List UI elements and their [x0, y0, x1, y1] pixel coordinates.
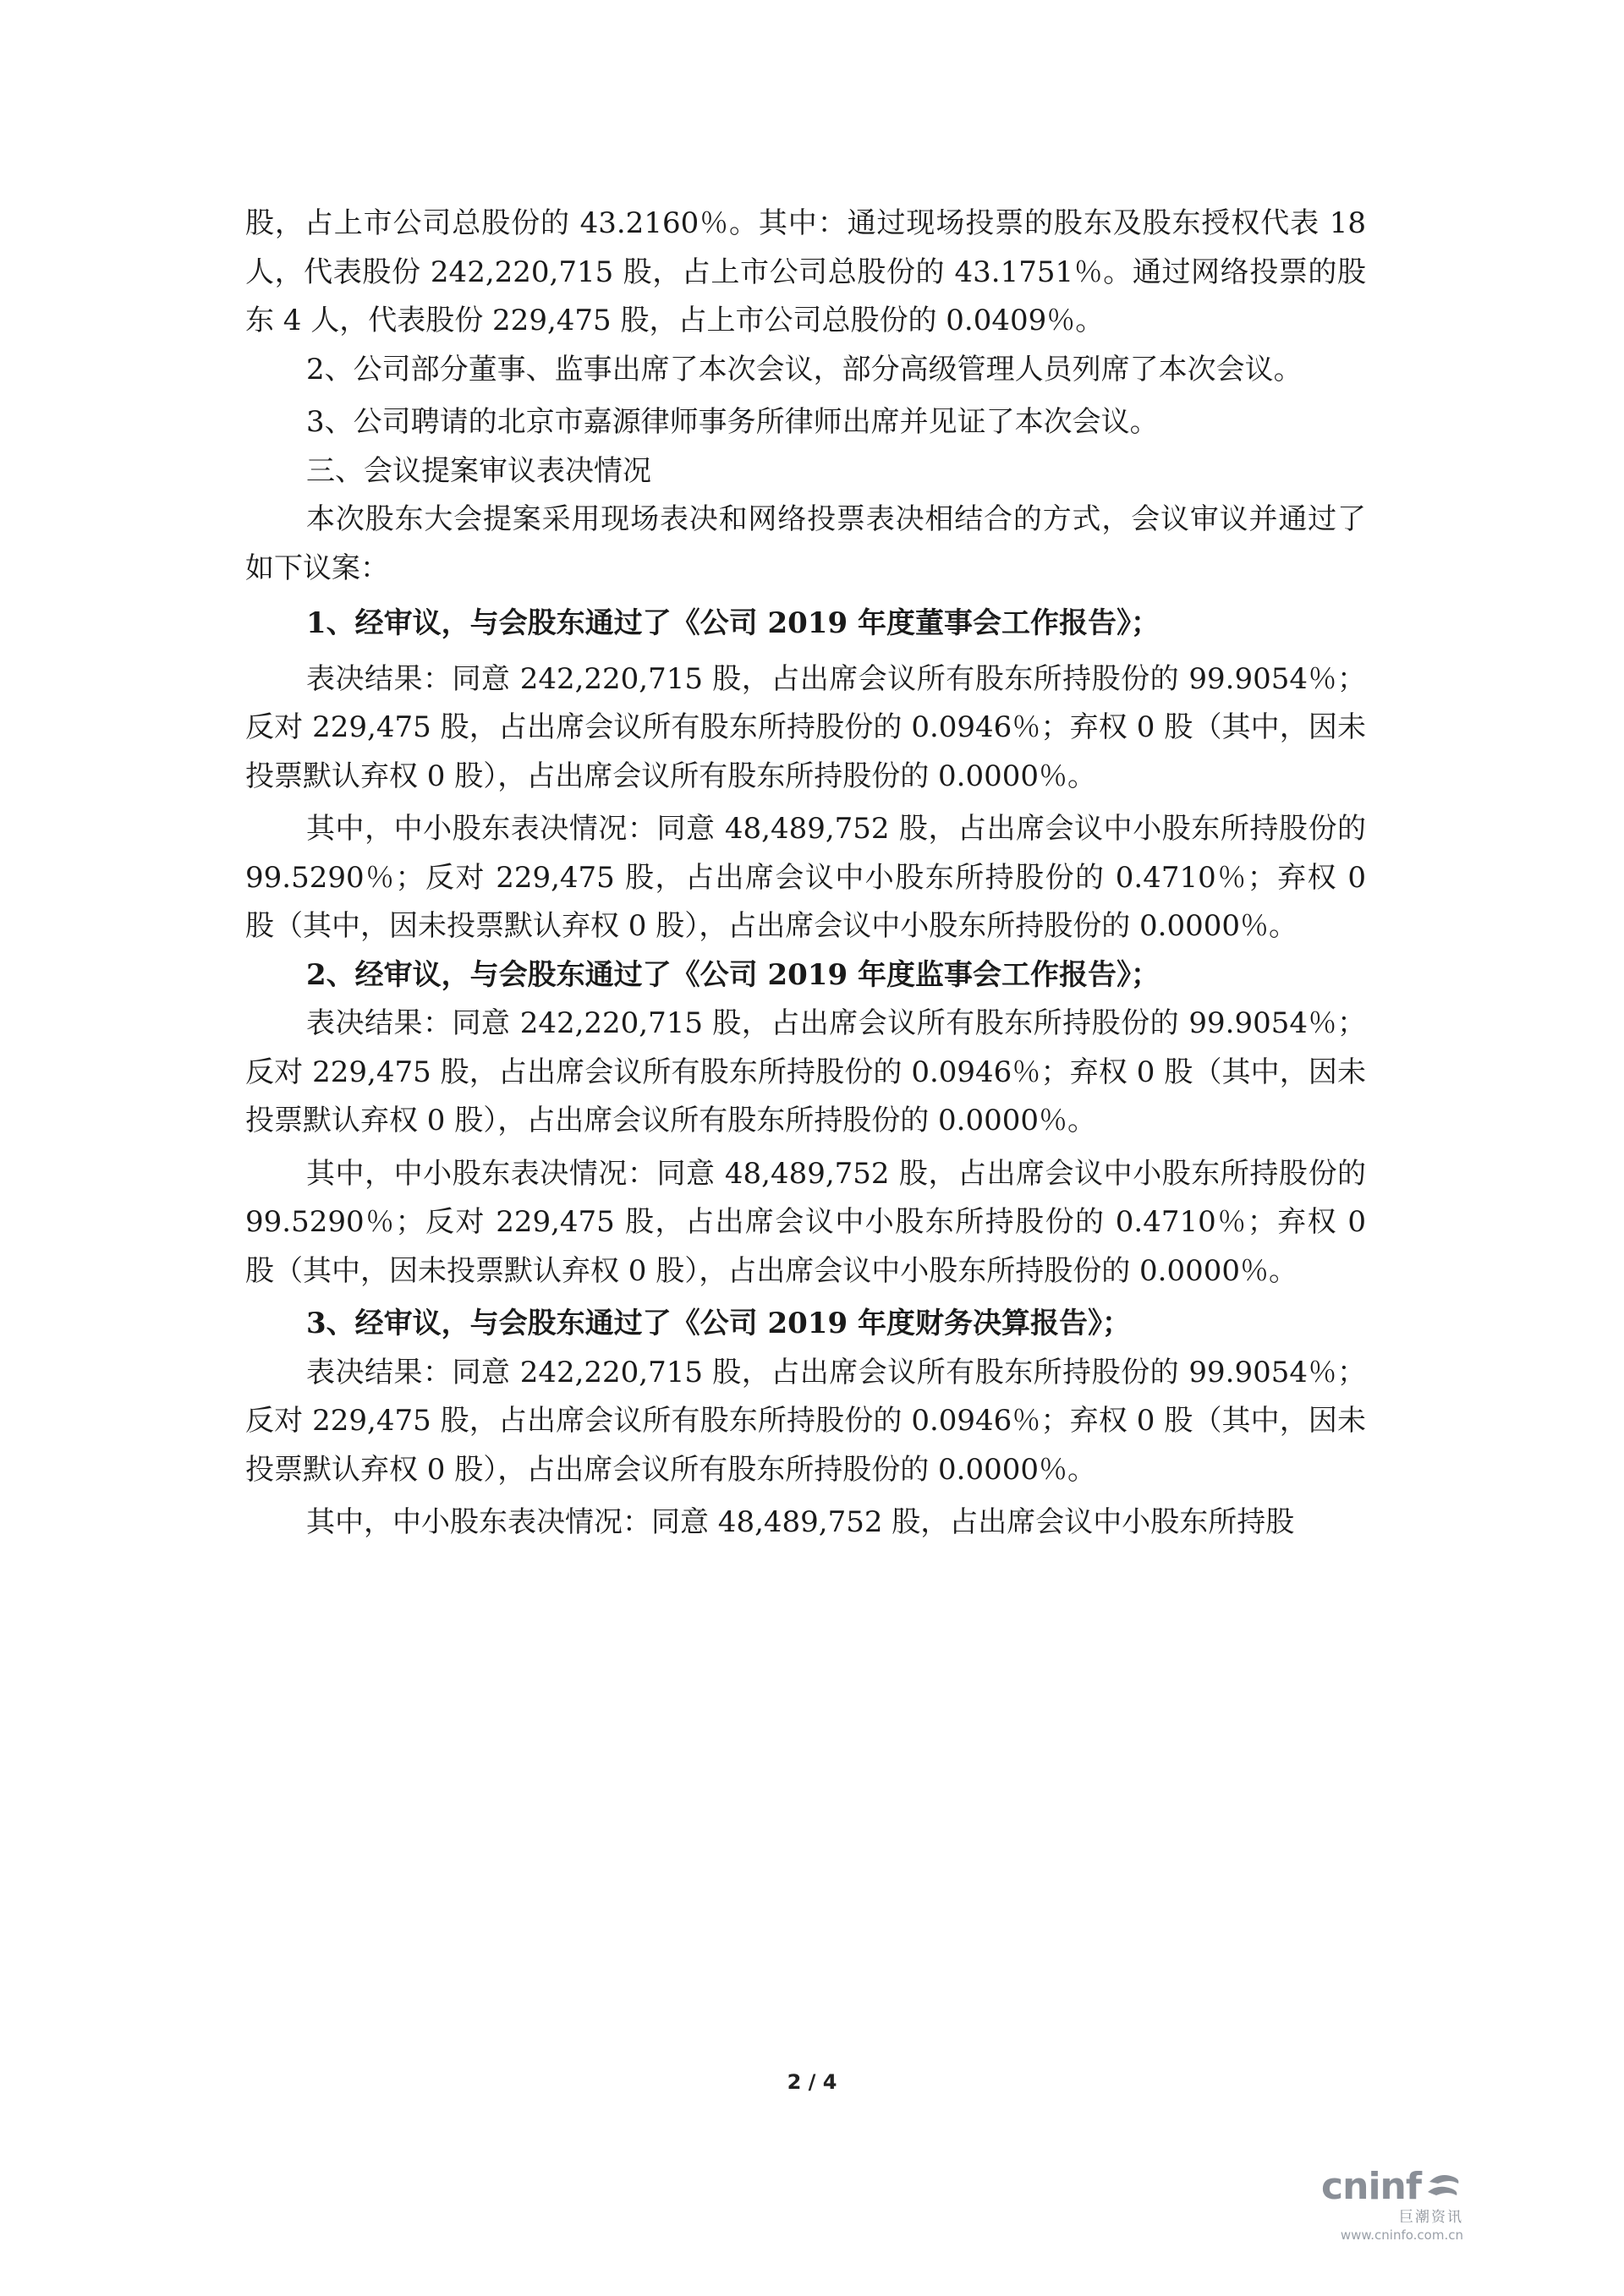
resolution-1-minority-result: 其中，中小股东表决情况：同意 48,489,752 股，占出席会议中小股东所持股份的 99.5290％；反对 229,475 股，占出席会议中小股东所持股份的 0.4710％；弃权 0 股（其中，因未投票默认弃权 0 股），占出席会议中小股东所持股份的 0.0000％。	[245, 812, 1366, 943]
resolution-3-result: 表决结果：同意 242,220,715 股，占出席会议所有股东所持股份的 99.9054％；反对 229,475 股，占出席会议所有股东所持股份的 0.0946％；弃权 0 股（其中，因未投票默认弃权 0 股），占出席会议所有股东所持股份的 0.0000％。	[245, 1355, 1366, 1487]
logo-url: www.cninfo.com.cn	[1340, 2228, 1463, 2243]
document-body	[245, 200, 1366, 1548]
resolution-2-result: 表决结果：同意 242,220,715 股，占出席会议所有股东所持股份的 99.9054％；反对 229,475 股，占出席会议所有股东所持股份的 0.0946％；弃权 0 股（其中，因未投票默认弃权 0 股），占出席会议所有股东所持股份的 0.0000％。	[245, 1006, 1366, 1137]
page-number: 2 / 4	[787, 2070, 837, 2094]
logo-brand-text: cninf	[1321, 2165, 1421, 2208]
paragraph-voting-method: 本次股东大会提案采用现场表决和网络投票表决相结合的方式，会议审议并通过了如下议案：	[245, 502, 1366, 585]
resolution-2-minority-result: 其中，中小股东表决情况：同意 48,489,752 股，占出席会议中小股东所持股份的 99.5290％；反对 229,475 股，占出席会议中小股东所持股份的 0.4710％；弃权 0 股（其中，因未投票默认弃权 0 股），占出席会议中小股东所持股份的 0.0000％。	[245, 1156, 1366, 1288]
cninfo-swirl-icon	[1424, 2170, 1463, 2204]
section-heading-voting: 三、会议提案审议表决情况	[306, 453, 651, 488]
logo-chinese-name: 巨潮资讯	[1399, 2209, 1463, 2226]
resolution-3-minority-result: 其中，中小股东表决情况：同意 48,489,752 股，占出席会议中小股东所持股	[306, 1505, 1295, 1539]
resolution-2-title: 2、经审议，与会股东通过了《公司 2019 年度监事会工作报告》；	[306, 957, 1160, 992]
resolution-3-title: 3、经审议，与会股东通过了《公司 2019 年度财务决算报告》；	[306, 1307, 1131, 1340]
paragraph-attendance-summary: 股，占上市公司总股份的 43.2160％。其中：通过现场投票的股东及股东授权代表 18 人，代表股份 242,220,715 股，占上市公司总股份的 43.1751％。通过网络投票的股东 4 人，代表股份 229,475 股，占上市公司总股份的 0.0409％。	[245, 206, 1366, 337]
cninfo-logo	[1252, 2165, 1463, 2266]
paragraph-lawyer-witness: 3、公司聘请的北京市嘉源律师事务所律师出席并见证了本次会议。	[306, 405, 1159, 439]
paragraph-directors-attendance: 2、公司部分董事、监事出席了本次会议，部分高级管理人员列席了本次会议。	[306, 352, 1303, 386]
resolution-1-title: 1、经审议，与会股东通过了《公司 2019 年度董事会工作报告》；	[306, 606, 1160, 640]
resolution-1-result: 表决结果：同意 242,220,715 股，占出席会议所有股东所持股份的 99.9054％；反对 229,475 股，占出席会议所有股东所持股份的 0.0946％；弃权 0 股（其中，因未投票默认弃权 0 股），占出席会议所有股东所持股份的 0.0000％。	[245, 661, 1366, 793]
